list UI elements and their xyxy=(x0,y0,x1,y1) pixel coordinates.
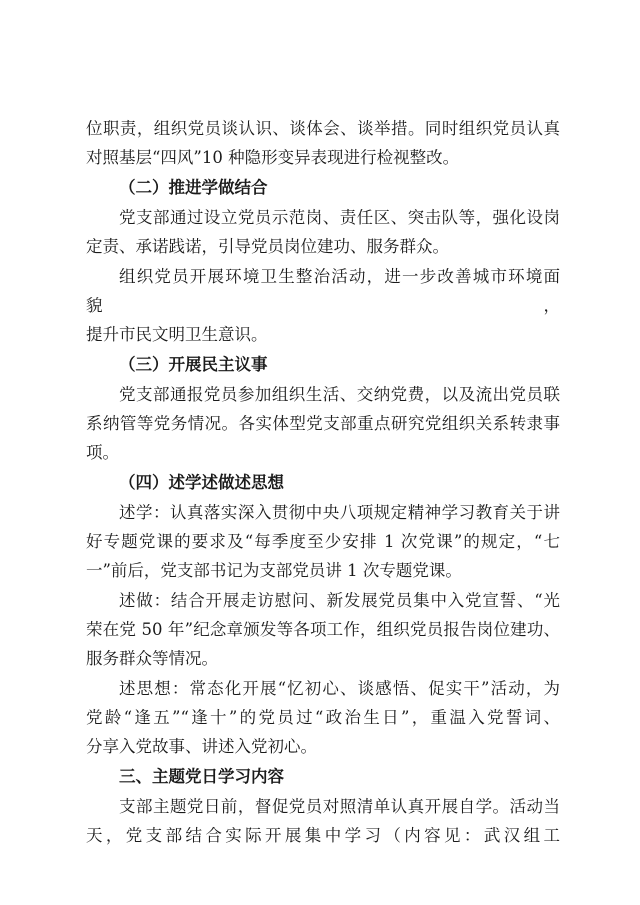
text-line: 定责、承诺践诺，引导党员岗位建功、服务群众。 xyxy=(86,237,449,256)
text-line: 天，党支部结合实际开展集中学习（内容见：武汉组工 xyxy=(86,826,560,845)
text-line: 党支部通过设立党员示范岗、责任区、突击队等，强化设岗 xyxy=(119,208,560,227)
paragraph-shuxue xyxy=(86,498,560,585)
text-line: 位职责，组织党员谈认识、谈体会、谈举措。同时组织党员认真 xyxy=(86,119,560,138)
text-line: 提升市民文明卫生意识。 xyxy=(86,325,268,344)
text-line: 支部主题党日前，督促党员对照清单认真开展自学。活动当 xyxy=(119,797,560,816)
text-line: 好专题党课的要求及“每季度至少安排 1 次党课”的规定，“七 xyxy=(86,532,560,551)
text-line: 党龄“逢五”“逢十”的党员过“政治生日”，重温入党誓词、 xyxy=(86,708,560,727)
text-line: 党支部通报党员参加组织生活、交纳党费，以及流出党员联 xyxy=(119,385,560,404)
section-heading-4: （四）述学述做述思想 xyxy=(119,473,284,492)
text-line: 述思想：常态化开展“忆初心、谈感悟、促实干”活动，为 xyxy=(119,679,560,698)
text-line: 述做：结合开展走访慰问、新发展党员集中入党宣誓、“光 xyxy=(119,591,560,610)
section-heading-3: （三）开展民主议事 xyxy=(119,355,268,374)
section-heading-2: （二）推进学做结合 xyxy=(119,178,268,197)
document-body xyxy=(86,114,560,851)
paragraph-shuzuo xyxy=(86,586,560,673)
text-line: 服务群众等情况。 xyxy=(86,649,218,668)
text-line: 分享入党故事、讲述入党初心。 xyxy=(86,737,317,756)
paragraph xyxy=(86,792,560,850)
text-line: 一”前后，党支部书记为支部党员讲 1 次专题党课。 xyxy=(86,561,462,580)
text-line: 荣在党 50 年”纪念章颁发等各项工作，组织党员报告岗位建功、 xyxy=(86,620,560,639)
text-line: 系纳管等党务情况。各实体型党支部重点研究党组织关系转隶事 xyxy=(86,414,560,433)
text-line: 项。 xyxy=(86,443,119,462)
section-heading-three: 三、主题党日学习内容 xyxy=(119,767,284,786)
text-line: 述学：认真落实深入贯彻中央八项规定精神学习教育关于讲 xyxy=(119,503,560,522)
paragraph-continuation xyxy=(86,114,560,172)
text-line: 对照基层“四风”10 种隐形变异表现进行检视整改。 xyxy=(86,148,460,167)
paragraph-shusixiang xyxy=(86,674,560,761)
paragraph xyxy=(86,203,560,261)
paragraph xyxy=(86,262,560,349)
text-line: 组织党员开展环境卫生整治活动，进一步改善城市环境面貌， xyxy=(86,267,560,315)
paragraph xyxy=(86,380,560,467)
